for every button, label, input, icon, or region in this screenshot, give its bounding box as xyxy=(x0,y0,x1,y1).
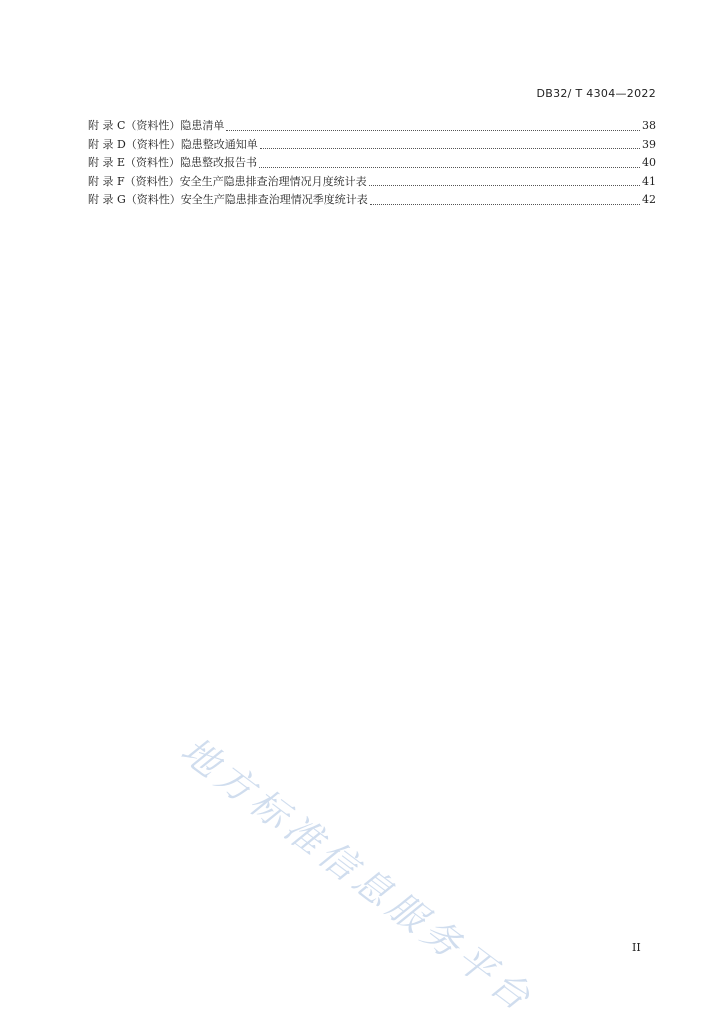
toc-leader-dots xyxy=(260,148,640,149)
watermark: 地方标准信息服务平台 xyxy=(172,728,543,1022)
toc-entry-title: 安全生产隐患排查治理情况季度统计表 xyxy=(180,193,368,206)
toc-entry-page: 39 xyxy=(642,137,656,151)
toc-entry-page: 42 xyxy=(642,193,656,206)
toc-leader-dots xyxy=(369,185,640,186)
toc-entry-page: 38 xyxy=(642,119,656,132)
toc-entry-appendix-f[interactable] xyxy=(88,173,656,192)
toc-entry-title: 隐患整改报告书 xyxy=(180,156,258,169)
page-number: II xyxy=(632,941,641,954)
toc-entry-appendix-c[interactable] xyxy=(88,117,656,136)
toc-entry-label: 附 录 F（资料性） xyxy=(88,174,180,188)
toc-leader-dots xyxy=(370,204,640,205)
toc-entry-label: 附 录 C（资料性） xyxy=(88,119,181,132)
toc-entry-title: 隐患整改通知单 xyxy=(180,137,258,151)
toc-entry-title: 安全生产隐患排查治理情况月度统计表 xyxy=(179,174,367,188)
toc-entry-label: 附 录 E（资料性） xyxy=(88,156,181,169)
document-code: DB32/ T 4304—2022 xyxy=(536,87,656,100)
toc-entry-appendix-e[interactable] xyxy=(88,154,656,173)
toc-entry-label: 附 录 D（资料性） xyxy=(88,137,181,151)
toc-entry-appendix-d[interactable] xyxy=(88,136,656,155)
table-of-contents xyxy=(88,117,656,210)
toc-entry-page: 40 xyxy=(642,156,656,169)
toc-entry-page: 41 xyxy=(642,174,656,188)
toc-entry-label: 附 录 G（资料性） xyxy=(88,193,181,206)
toc-entry-title: 隐患清单 xyxy=(180,119,225,132)
toc-leader-dots xyxy=(226,130,640,131)
toc-leader-dots xyxy=(259,167,640,168)
toc-entry-appendix-g[interactable] xyxy=(88,191,656,210)
